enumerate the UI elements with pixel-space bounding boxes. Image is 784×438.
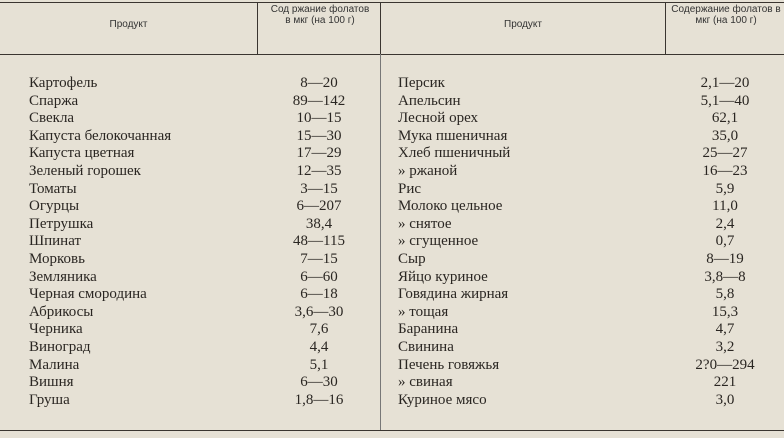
folate-value: 7,6	[309, 321, 329, 338]
product-name: Зеленый горошек	[29, 163, 141, 179]
folate-value: 5,1	[309, 356, 329, 373]
folate-value: 5,1—40	[700, 92, 750, 109]
table-row	[0, 163, 784, 180]
table-row	[0, 392, 784, 409]
table-row	[0, 181, 784, 198]
folate-value: 89—142	[292, 92, 346, 109]
product-name: Печень говяжья	[398, 356, 500, 373]
left-product-header: Продукт	[109, 19, 148, 30]
product-name: Молоко цельное	[398, 198, 503, 215]
product-name: Абрикосы	[29, 303, 94, 320]
product-name: Томаты	[29, 180, 77, 197]
product-name: Земляника	[29, 268, 97, 285]
table-row	[0, 110, 784, 127]
table-row	[0, 128, 784, 145]
product-name: Сыр	[398, 251, 426, 267]
folate-value: 7—15	[300, 251, 338, 267]
folate-value: 6—30	[300, 374, 338, 391]
folate-value: 10—15	[296, 110, 342, 127]
product-name: Морковь	[29, 251, 85, 267]
folate-value: 8—19	[706, 251, 744, 267]
product-name: Петрушка	[29, 215, 94, 232]
product-name: Капуста цветная	[29, 145, 135, 162]
table-row	[0, 321, 784, 338]
folate-value: 11,0	[712, 198, 738, 215]
table-row	[0, 145, 784, 162]
folate-value: 17—29	[296, 145, 342, 162]
product-name: Апельсин	[398, 92, 461, 109]
folate-value: 6—18	[300, 286, 338, 303]
product-name: Баранина	[398, 321, 459, 338]
right-column-divider	[665, 2, 666, 54]
folate-value: 221	[713, 374, 737, 391]
folate-value: 15—30	[296, 127, 342, 144]
right-content-header: Содержание фолатов в мкг (на 100 г)	[671, 4, 781, 26]
folate-value: 3,0	[715, 391, 735, 408]
header-bottom-rule	[0, 54, 784, 55]
folate-value: 3—15	[300, 180, 338, 197]
folate-value: 6—207	[296, 198, 342, 215]
folate-value: 38,4	[305, 215, 333, 232]
folate-value: 3,2	[715, 339, 735, 355]
product-name: Хлеб пшеничный	[398, 145, 511, 162]
table-row	[0, 339, 784, 356]
folate-value: 2?0—294	[695, 356, 755, 373]
product-name: Малина	[29, 356, 80, 373]
folate-value: 35,0	[711, 127, 739, 144]
table-row	[0, 286, 784, 303]
folate-value: 12—35	[296, 163, 342, 179]
folate-value: 2,4	[715, 215, 735, 232]
product-name: Рис	[398, 180, 422, 197]
folate-value: 3,6—30	[294, 303, 344, 320]
product-name: Капуста белокочанная	[29, 127, 172, 144]
folate-value: 5,9	[715, 180, 735, 197]
table-row	[0, 93, 784, 110]
folate-value: 0,7	[715, 233, 735, 250]
product-name: » сгущенное	[398, 233, 479, 250]
folate-value: 2,1—20	[700, 75, 750, 91]
folate-value: 1,8—16	[294, 391, 344, 408]
product-name: » снятое	[398, 215, 452, 232]
left-content-header: Сод ржание фолатов в мкг (на 100 г)	[270, 4, 370, 26]
product-name: Черника	[29, 321, 83, 338]
folate-value: 62,1	[711, 110, 739, 127]
product-name: » тощая	[398, 303, 449, 320]
table-row	[0, 216, 784, 233]
product-name: Шпинат	[29, 233, 82, 250]
folate-value: 3,8—8	[704, 268, 746, 285]
folate-value: 4,7	[715, 321, 735, 338]
product-name: Куриное мясо	[398, 391, 487, 408]
folate-value: 6—60	[300, 268, 338, 285]
folate-value: 48—115	[293, 233, 345, 250]
product-name: Спаржа	[29, 92, 79, 109]
product-name: Виноград	[29, 339, 91, 355]
folate-value: 25—27	[702, 145, 748, 162]
bottom-rule	[0, 430, 784, 431]
table-row	[0, 251, 784, 268]
product-name: Огурцы	[29, 198, 80, 215]
table-row	[0, 304, 784, 321]
product-name: Груша	[29, 391, 70, 408]
right-product-header: Продукт	[504, 19, 542, 30]
table-row	[0, 269, 784, 286]
product-name: Мука пшеничная	[398, 127, 508, 144]
product-name: Лесной орех	[398, 110, 479, 127]
product-name: Свекла	[29, 110, 75, 127]
product-name: Яйцо куриное	[398, 268, 488, 285]
left-column-divider	[257, 2, 258, 54]
product-name: Говядина жирная	[398, 286, 509, 303]
table-row	[0, 233, 784, 250]
folate-value: 16—23	[702, 163, 748, 179]
product-name: Персик	[398, 75, 445, 91]
folate-value: 8—20	[300, 75, 338, 91]
folate-value: 15,3	[711, 303, 739, 320]
table-row	[0, 75, 784, 92]
product-name: Свинина	[398, 339, 454, 355]
top-rule	[0, 2, 784, 3]
product-name: Вишня	[29, 374, 74, 391]
table-row	[0, 198, 784, 215]
table-row	[0, 357, 784, 374]
folate-value: 5,8	[715, 286, 735, 303]
product-name: Картофель	[29, 75, 98, 91]
product-name: » свиная	[398, 374, 453, 391]
table-row	[0, 374, 784, 391]
folate-value: 4,4	[309, 339, 329, 355]
product-name: » ржаной	[398, 163, 458, 179]
product-name: Черная смородина	[29, 286, 147, 303]
